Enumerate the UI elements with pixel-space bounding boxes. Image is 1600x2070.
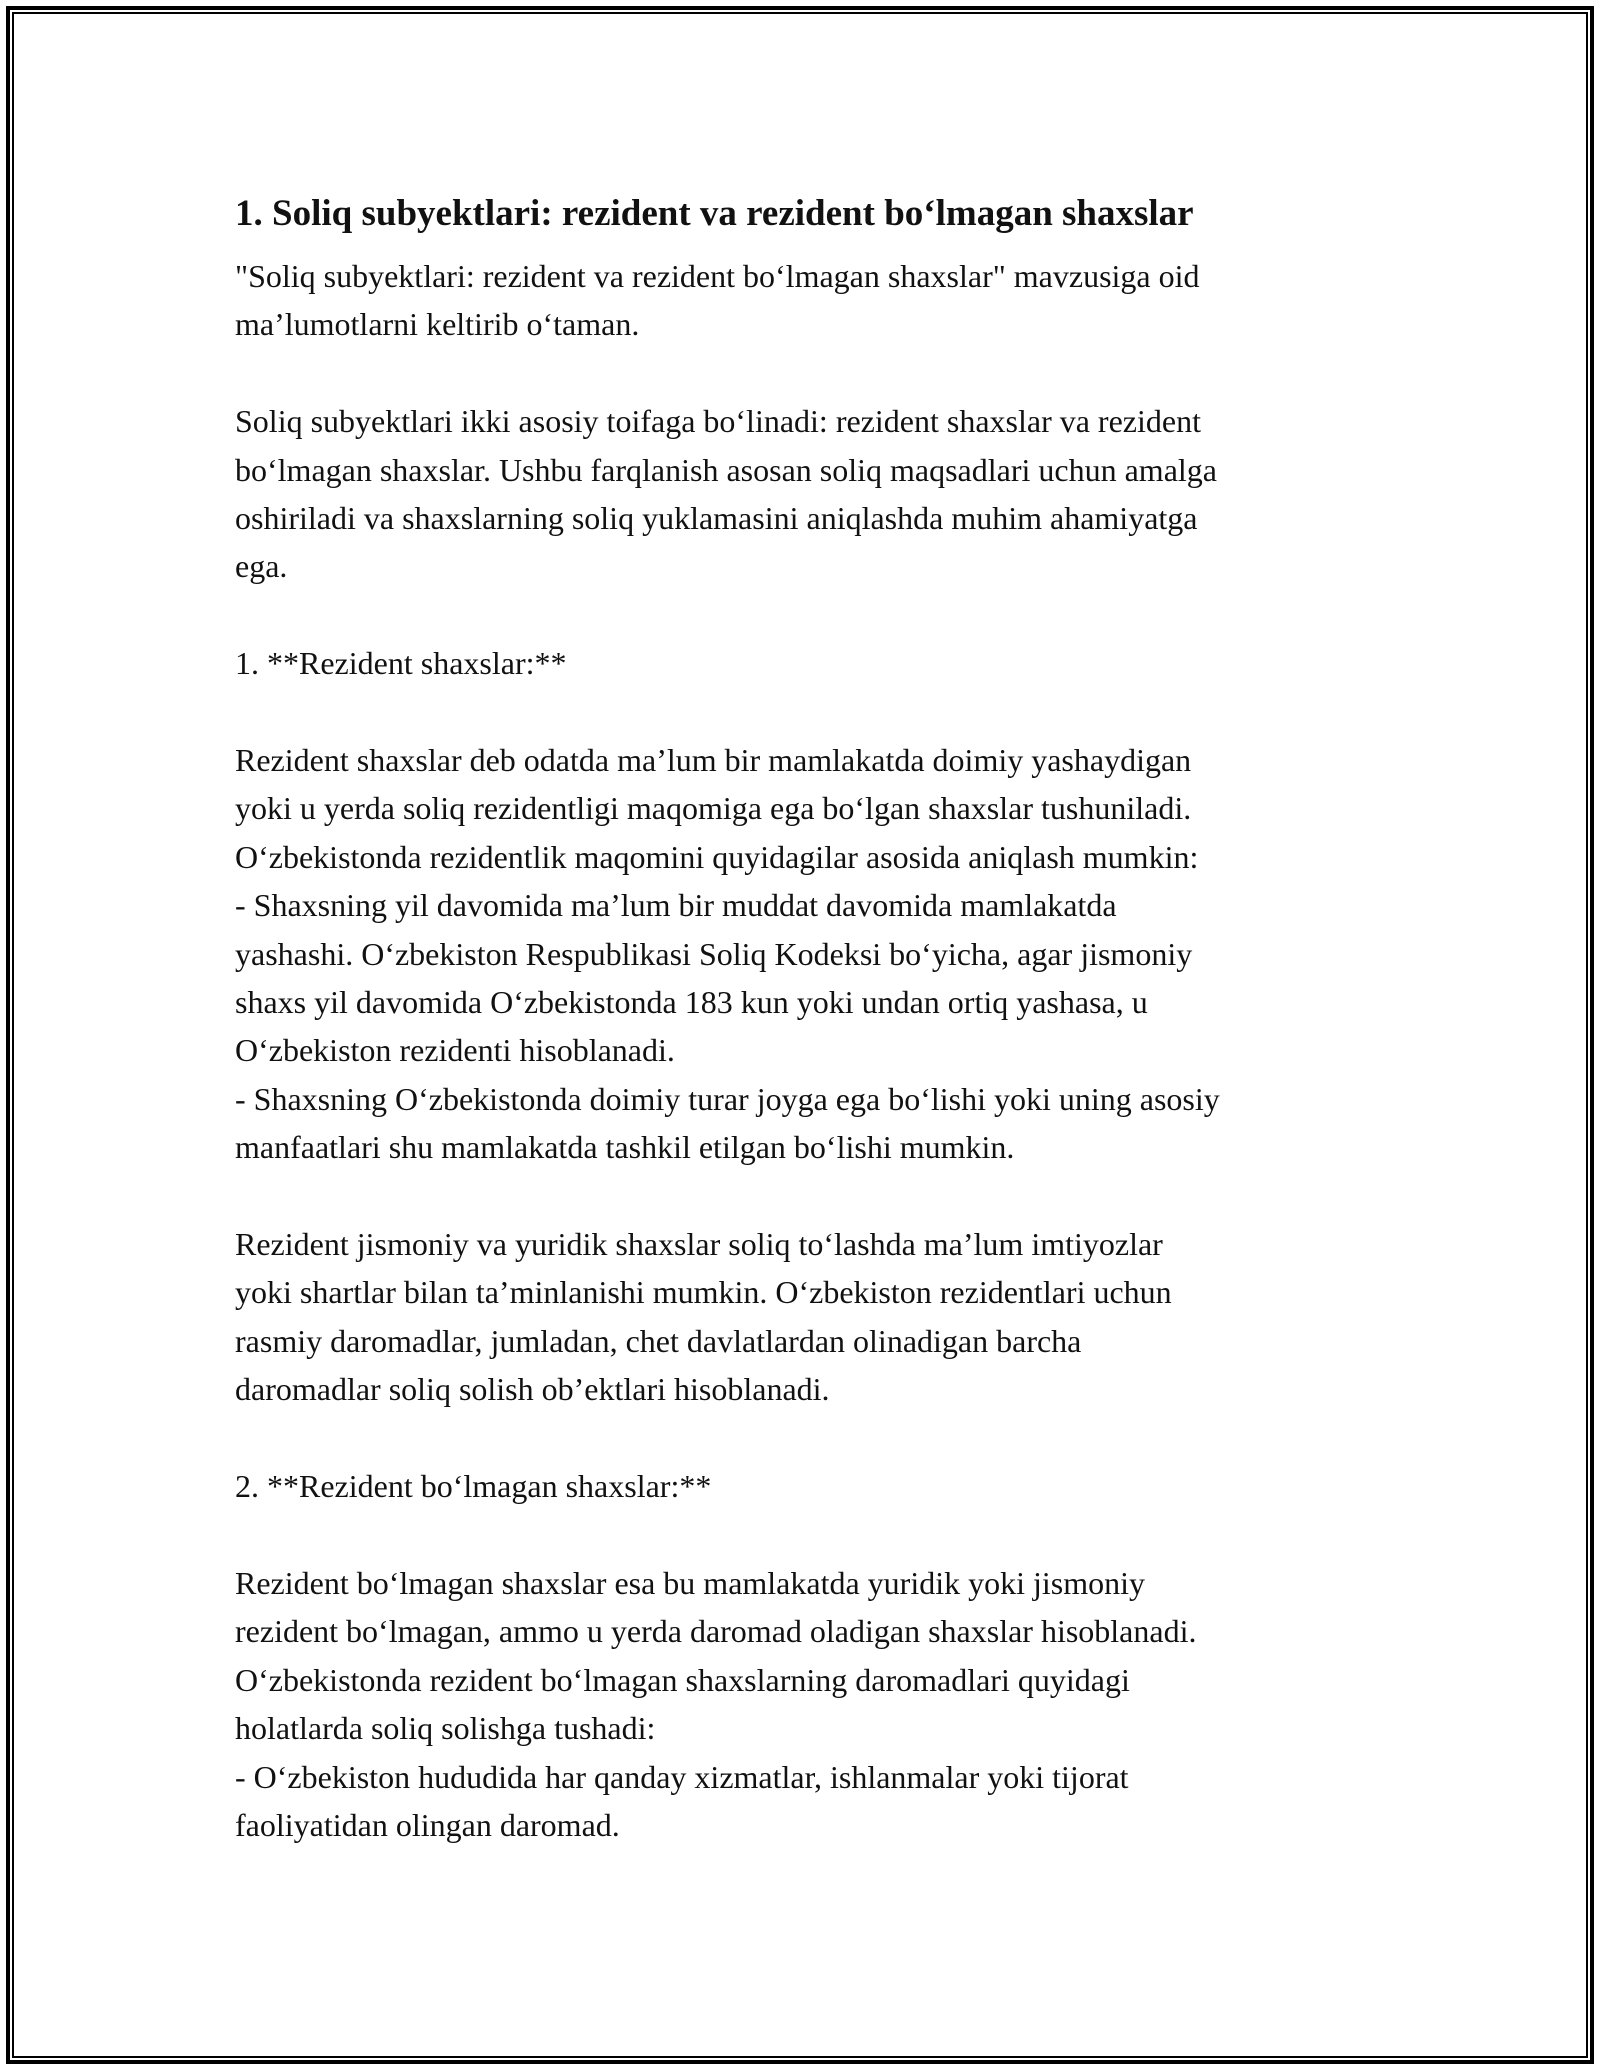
overview-paragraph [235, 397, 1385, 591]
text-line: yashashi. O‘zbekiston Respublikasi Soliq Kodeksi bo‘yicha, agar jismoniy [235, 935, 1193, 972]
text-line: rezident bo‘lmagan, ammo u yerda daromad oladigan shaxslar hisoblanadi. [235, 1613, 1197, 1650]
text-line: - Shaxsning yil davomida ma’lum bir muddat davomida mamlakatda [235, 887, 1117, 924]
text-line: O‘zbekistonda rezident bo‘lmagan shaxslarning daromadlari quyidagi [235, 1661, 1130, 1698]
text-line: "Soliq subyektlari: rezident va rezident bo‘lmagan shaxslar" mavzusiga oid [235, 258, 1200, 294]
document-body [235, 186, 1385, 1849]
text-line: ma’lumotlarni keltirib o‘taman. [235, 306, 640, 343]
resident-paragraph [235, 736, 1385, 1172]
text-line: Rezident jismoniy va yuridik shaxslar soliq to‘lashda ma’lum imtiyozlar [235, 1226, 1163, 1263]
text-line: faoliyatidan olingan daromad. [235, 1806, 620, 1843]
text-line: bo‘lmagan shaxslar. Ushbu farqlanish asosan soliq maqsadlari uchun amalga [235, 451, 1217, 488]
text-line: oshiriladi va shaxslarning soliq yuklamasini aniqlashda muhim ahamiyatga [235, 500, 1198, 537]
document-title: 1. Soliq subyektlari: rezident va rezident bo‘lmagan shaxslar [235, 193, 1194, 234]
text-line: Rezident shaxslar deb odatda ma’lum bir mamlakatda doimiy yashaydigan [235, 742, 1192, 779]
intro-paragraph [235, 252, 1385, 349]
text-line: Soliq subyektlari ikki asosiy toifaga bo‘linadi: rezident shaxslar va rezident [235, 403, 1201, 440]
text-line: yoki u yerda soliq rezidentligi maqomiga ega bo‘lgan shaxslar tushuniladi. [235, 790, 1192, 827]
text-line: Rezident bo‘lmagan shaxslar esa bu mamlakatda yuridik yoki jismoniy [235, 1564, 1146, 1601]
section-heading-nonresident [235, 1462, 1385, 1510]
text-line: - Shaxsning O‘zbekistonda doimiy turar joyga ega bo‘lishi yoki uning asosiy [235, 1080, 1220, 1117]
text-line: shaxs yil davomida O‘zbekistonda 183 kun yoki undan ortiq yashasa, u [235, 984, 1148, 1021]
text-line: yoki shartlar bilan ta’minlanishi mumkin. O‘zbekiston rezidentlari uchun [235, 1274, 1172, 1311]
text-line: rasmiy daromadlar, jumladan, chet davlatlardan olinadigan barcha [235, 1322, 1082, 1359]
text-line: manfaatlari shu mamlakatda tashkil etilgan bo‘lishi mumkin. [235, 1129, 1015, 1166]
text-line: - O‘zbekiston hududida har qanday xizmatlar, ishlanmalar yoki tijorat [235, 1758, 1129, 1795]
text-line: O‘zbekistonda rezidentlik maqomini quyidagilar asosida aniqlash mumkin: [235, 838, 1199, 875]
section-heading-resident [235, 639, 1385, 687]
resident-benefits-paragraph [235, 1220, 1385, 1414]
text-line: O‘zbekiston rezidenti hisoblanadi. [235, 1032, 675, 1069]
text-line: daromadlar soliq solish ob’ektlari hisoblanadi. [235, 1371, 830, 1408]
text-line: holatlarda soliq solishga tushadi: [235, 1710, 656, 1747]
text-line: 1. **Rezident shaxslar:** [235, 645, 567, 682]
nonresident-paragraph [235, 1559, 1385, 1849]
text-line: 2. **Rezident bo‘lmagan shaxslar:** [235, 1468, 712, 1505]
text-line: ega. [235, 548, 288, 585]
